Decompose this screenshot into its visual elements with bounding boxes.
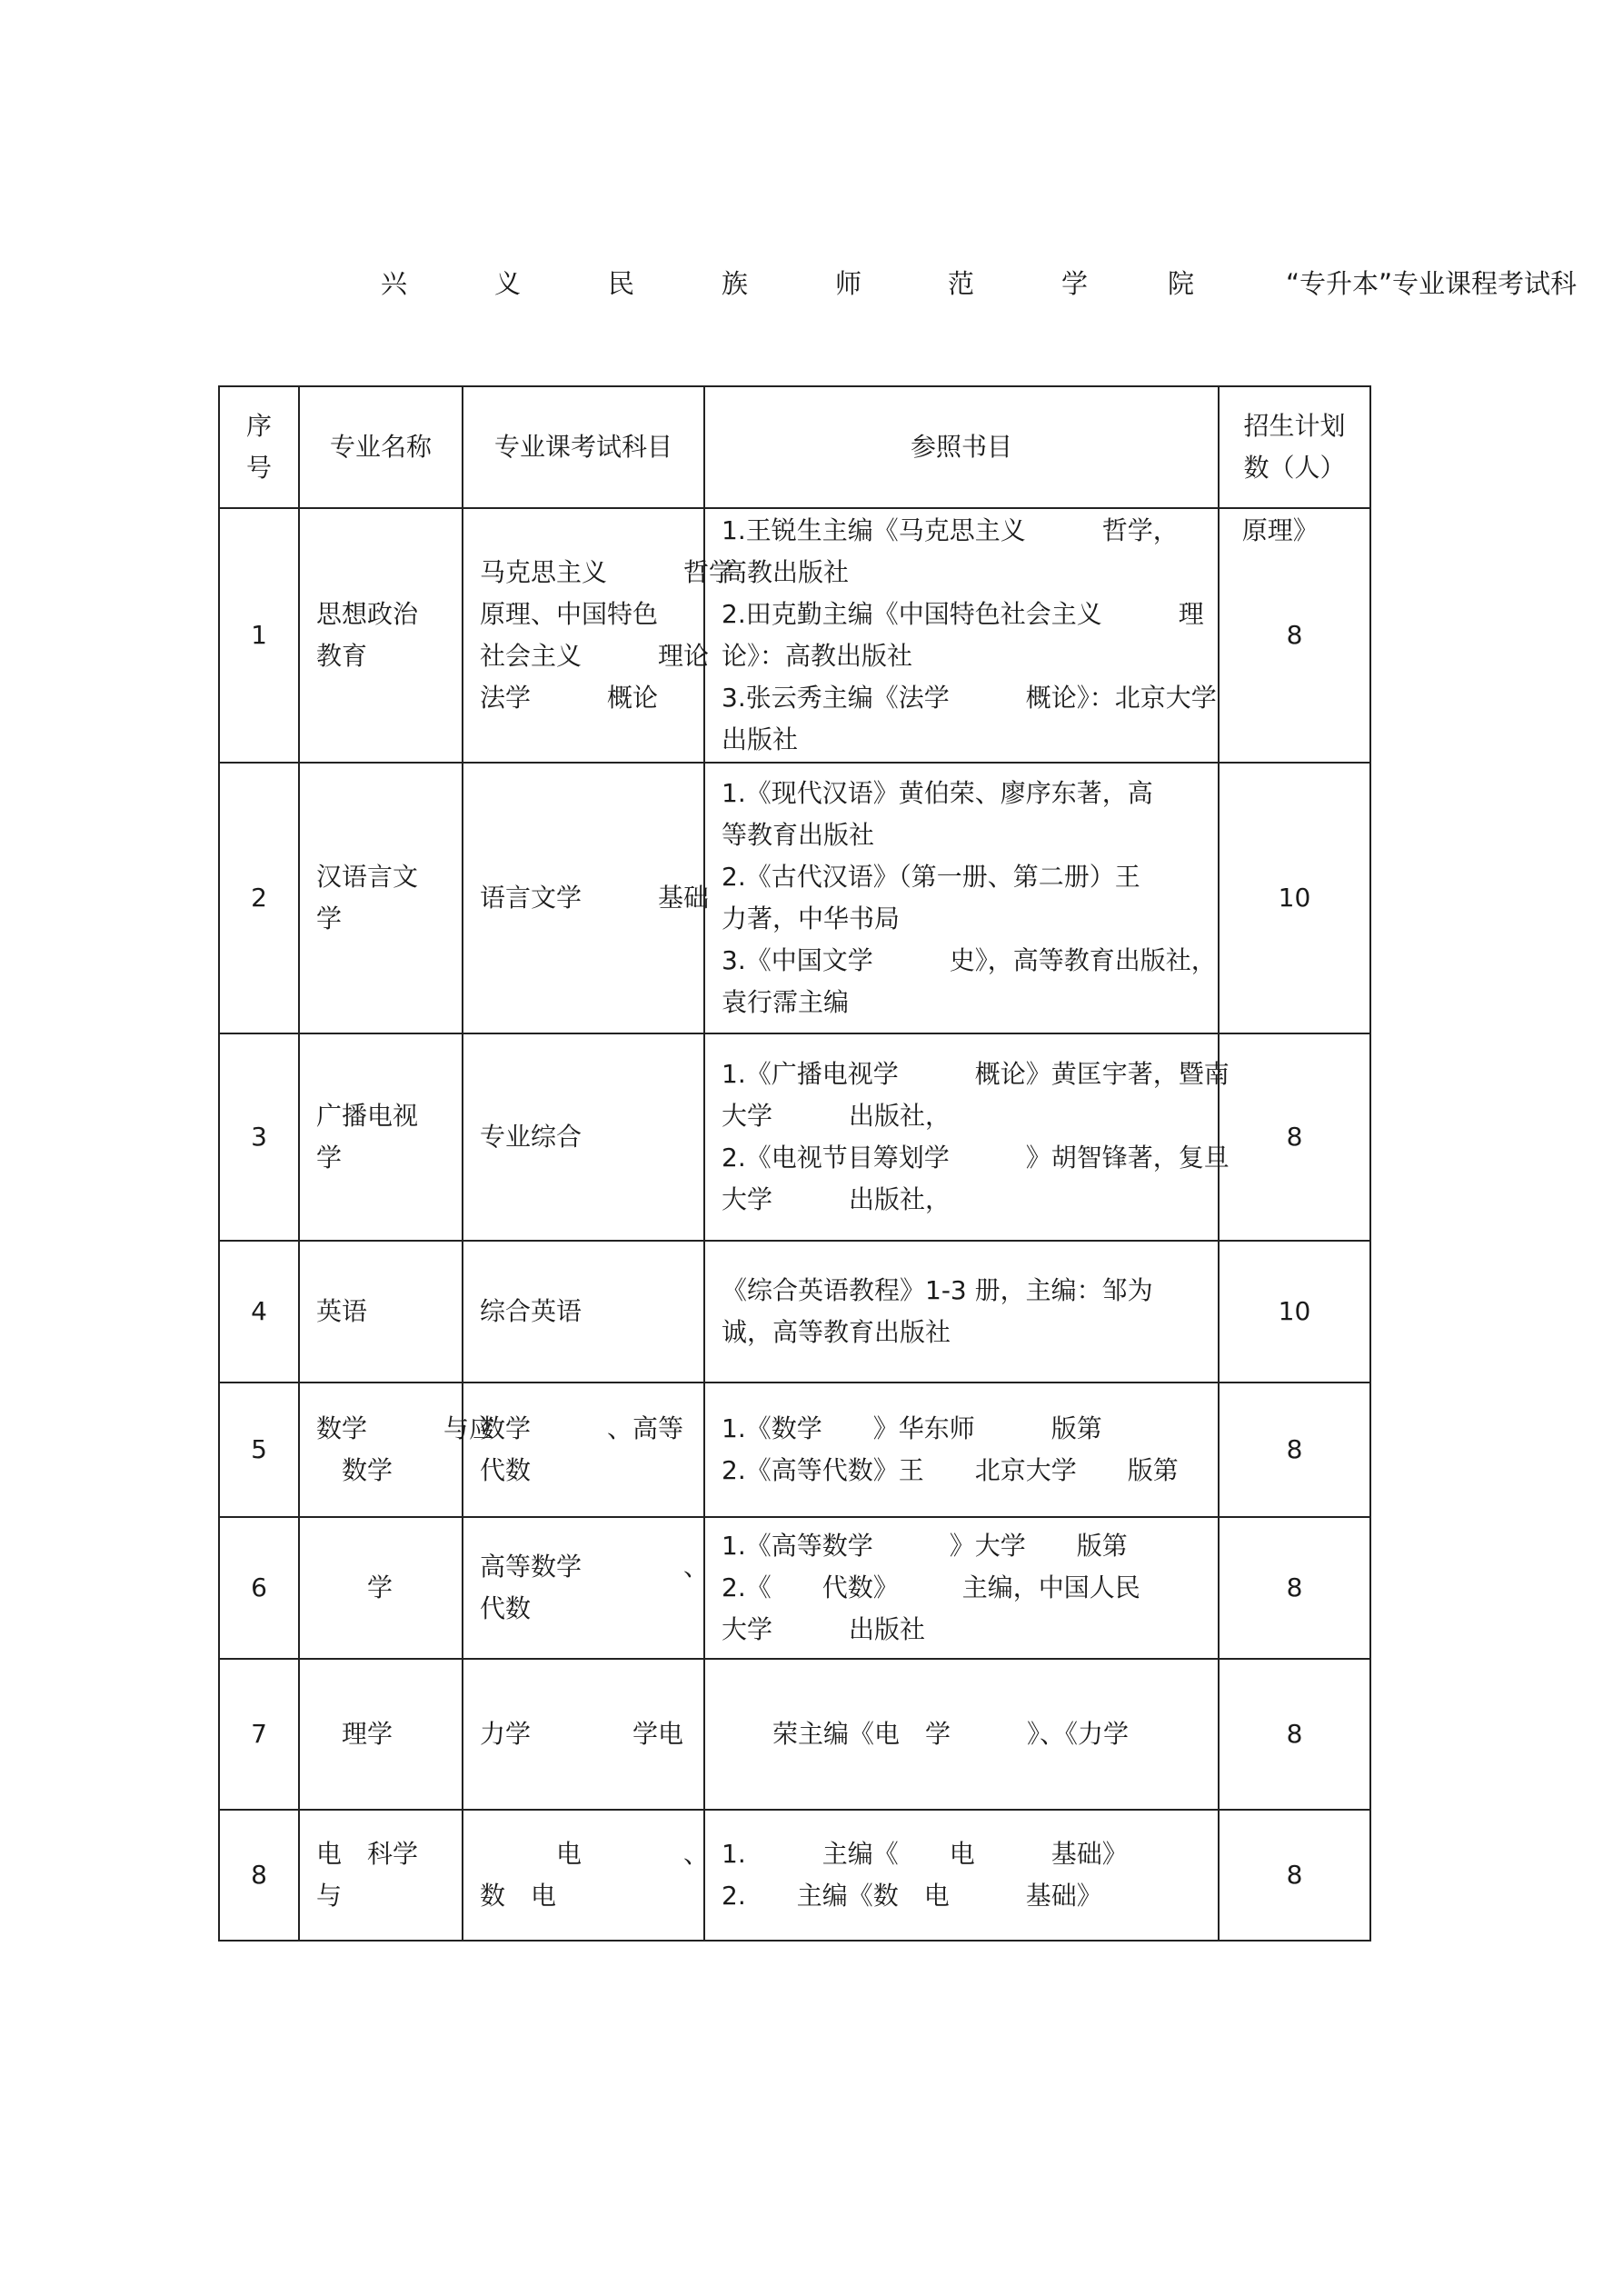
reference-books	[704, 1517, 1219, 1659]
book-line: 《综合英语教程》1-3 册，主编：邹为	[722, 1275, 1153, 1305]
row-number: 3	[219, 1033, 299, 1241]
subject-line: 马克思主义 哲学	[480, 557, 735, 587]
subject-line: 社会主义 理论	[480, 641, 710, 671]
reference-books	[704, 1810, 1219, 1941]
major-name	[299, 1033, 463, 1241]
reference-books	[704, 508, 1319, 763]
table-header-row	[219, 386, 1370, 508]
header-major: 专业名称	[299, 386, 463, 508]
header-books: 参照书目	[704, 386, 1219, 508]
major-line: 汉语言文	[316, 862, 419, 892]
major-name	[299, 1241, 463, 1383]
book-line: 1.《广播电视学 概论》黄匡宇著，暨南	[722, 1059, 1230, 1089]
header-subject: 专业课考试科目	[463, 386, 704, 508]
major-name	[299, 763, 463, 1033]
row-number: 2	[219, 763, 299, 1033]
book-line: 大学 出版社，	[722, 1101, 951, 1131]
subject-line: 高等数学 、	[480, 1552, 710, 1582]
reference-books	[704, 1033, 1230, 1241]
book-line: 2. 主编《数 电 基础》	[722, 1881, 1102, 1911]
major-name	[299, 1517, 463, 1659]
exam-subject	[463, 1033, 704, 1241]
book-line: 荣主编《电 学 》、《力学	[722, 1719, 1130, 1749]
reference-books	[704, 1241, 1219, 1383]
book-line: 1. 主编《 电 基础》	[722, 1839, 1128, 1869]
title-char: 学	[1061, 268, 1089, 299]
exam-subject	[463, 1659, 704, 1810]
major-line: 电 科学	[316, 1839, 419, 1869]
major-name	[299, 1810, 463, 1941]
enrollment-plan: 10	[1219, 763, 1370, 1033]
major-line: 数学 与应	[316, 1413, 495, 1443]
row-number: 5	[219, 1383, 299, 1517]
major-line: 理学	[316, 1719, 393, 1749]
subject-line: 综合英语	[480, 1296, 582, 1326]
major-line: 数学	[316, 1455, 393, 1485]
subject-line: 数 电	[480, 1881, 557, 1911]
table-row	[219, 508, 1370, 763]
major-line: 思想政治	[316, 599, 419, 629]
book-line: 论》：高教出版社	[722, 641, 913, 671]
table-row	[219, 1241, 1370, 1383]
table-row	[219, 763, 1370, 1033]
row-number: 6	[219, 1517, 299, 1659]
title-char: 义	[494, 268, 522, 299]
reference-books	[704, 1659, 1219, 1810]
header-no	[219, 386, 299, 508]
book-line: 2.《电视节目筹划学 》胡智锋著，复旦	[722, 1143, 1230, 1173]
enrollment-plan: 8	[1219, 1033, 1370, 1241]
enrollment-plan: 8	[1219, 1659, 1370, 1810]
table-row	[219, 1659, 1370, 1810]
major-line: 学	[316, 1143, 343, 1173]
book-line: 1.《数学 》华东师 版第	[722, 1413, 1102, 1443]
major-name	[299, 508, 463, 763]
title-char: 族	[722, 268, 749, 299]
exam-subject	[463, 1517, 710, 1659]
enrollment-plan: 8	[1219, 508, 1370, 763]
book-line: 2.《古代汉语》（第一册、第二册）王	[722, 862, 1140, 892]
book-line: 大学 出版社，	[722, 1184, 951, 1214]
subject-line: 电 、	[480, 1839, 710, 1869]
book-line: 3.张云秀主编《法学 概论》：北京大学	[722, 683, 1217, 713]
exam-subject	[463, 763, 710, 1033]
title-char: 兴	[381, 268, 408, 299]
subject-line: 原理、中国特色	[480, 599, 659, 629]
book-line: 出版社	[722, 724, 799, 754]
header-text: 序	[245, 411, 272, 441]
header-plan	[1219, 386, 1370, 508]
subject-line: 数学 、高等	[480, 1413, 684, 1443]
book-line: 袁行霈主编	[722, 987, 850, 1017]
header-text: 招生计划	[1243, 411, 1346, 441]
book-line: 3.《中国文学 史》，高等教育出版社，	[722, 945, 1217, 975]
exam-subject	[463, 1810, 710, 1941]
title-char: 院	[1168, 268, 1195, 299]
header-text: 号	[245, 453, 272, 483]
table-row	[219, 1033, 1370, 1241]
subject-line: 力学 学电	[480, 1719, 684, 1749]
title-char: 师	[835, 268, 862, 299]
major-line: 学	[316, 1572, 393, 1602]
row-number: 4	[219, 1241, 299, 1383]
subject-line: 语言文学 基础	[480, 883, 710, 913]
book-line: 力著，中华书局	[722, 903, 901, 933]
book-line: 1.《现代汉语》黄伯荣、廖序东著，高	[722, 778, 1153, 808]
major-line: 英语	[316, 1296, 368, 1326]
major-line: 学	[316, 903, 343, 933]
major-name	[299, 1659, 463, 1810]
title-char: 民	[608, 268, 635, 299]
title-char: 范	[948, 268, 975, 299]
book-line: 高教出版社	[722, 557, 850, 587]
reference-books	[704, 763, 1219, 1033]
major-line: 与	[316, 1881, 343, 1911]
table-row	[219, 1810, 1370, 1941]
book-line: 2.《高等代数》王 北京大学 版第	[722, 1455, 1179, 1485]
book-line: 2.《 代数》 主编，中国人民	[722, 1572, 1140, 1602]
enrollment-plan: 8	[1219, 1810, 1370, 1941]
enrollment-plan: 8	[1219, 1383, 1370, 1517]
subject-line: 法学 概论	[480, 683, 659, 713]
subject-line: 代数	[480, 1593, 532, 1623]
book-line: 1.《高等数学 》大学 版第	[722, 1531, 1128, 1561]
exam-subject-table	[218, 385, 1371, 1942]
enrollment-plan: 8	[1219, 1517, 1370, 1659]
row-number: 8	[219, 1810, 299, 1941]
book-line: 2.田克勤主编《中国特色社会主义 理	[722, 599, 1204, 629]
subject-line: 代数	[480, 1455, 532, 1485]
book-line: 等教育出版社	[722, 820, 875, 850]
document-title	[0, 264, 1623, 304]
row-number: 7	[219, 1659, 299, 1810]
exam-subject	[463, 508, 735, 763]
major-name	[299, 1383, 495, 1517]
major-line: 广播电视	[316, 1101, 419, 1131]
exam-subject	[463, 1383, 704, 1517]
row-number: 1	[219, 508, 299, 763]
table-row	[219, 1383, 1370, 1517]
book-line: 大学 出版社	[722, 1614, 926, 1644]
enrollment-plan: 10	[1219, 1241, 1370, 1383]
header-text: 数（人）	[1243, 453, 1346, 483]
subject-line: 专业综合	[480, 1122, 582, 1152]
book-line: 1.王锐生主编《马克思主义 哲学， 原理》	[722, 515, 1319, 545]
table-row	[219, 1517, 1370, 1659]
major-line: 教育	[316, 641, 368, 671]
book-line: 诚，高等教育出版社	[722, 1317, 951, 1347]
reference-books	[704, 1383, 1219, 1517]
title-tail: “专升本”专业课程考试科	[1286, 268, 1578, 299]
exam-subject	[463, 1241, 704, 1383]
